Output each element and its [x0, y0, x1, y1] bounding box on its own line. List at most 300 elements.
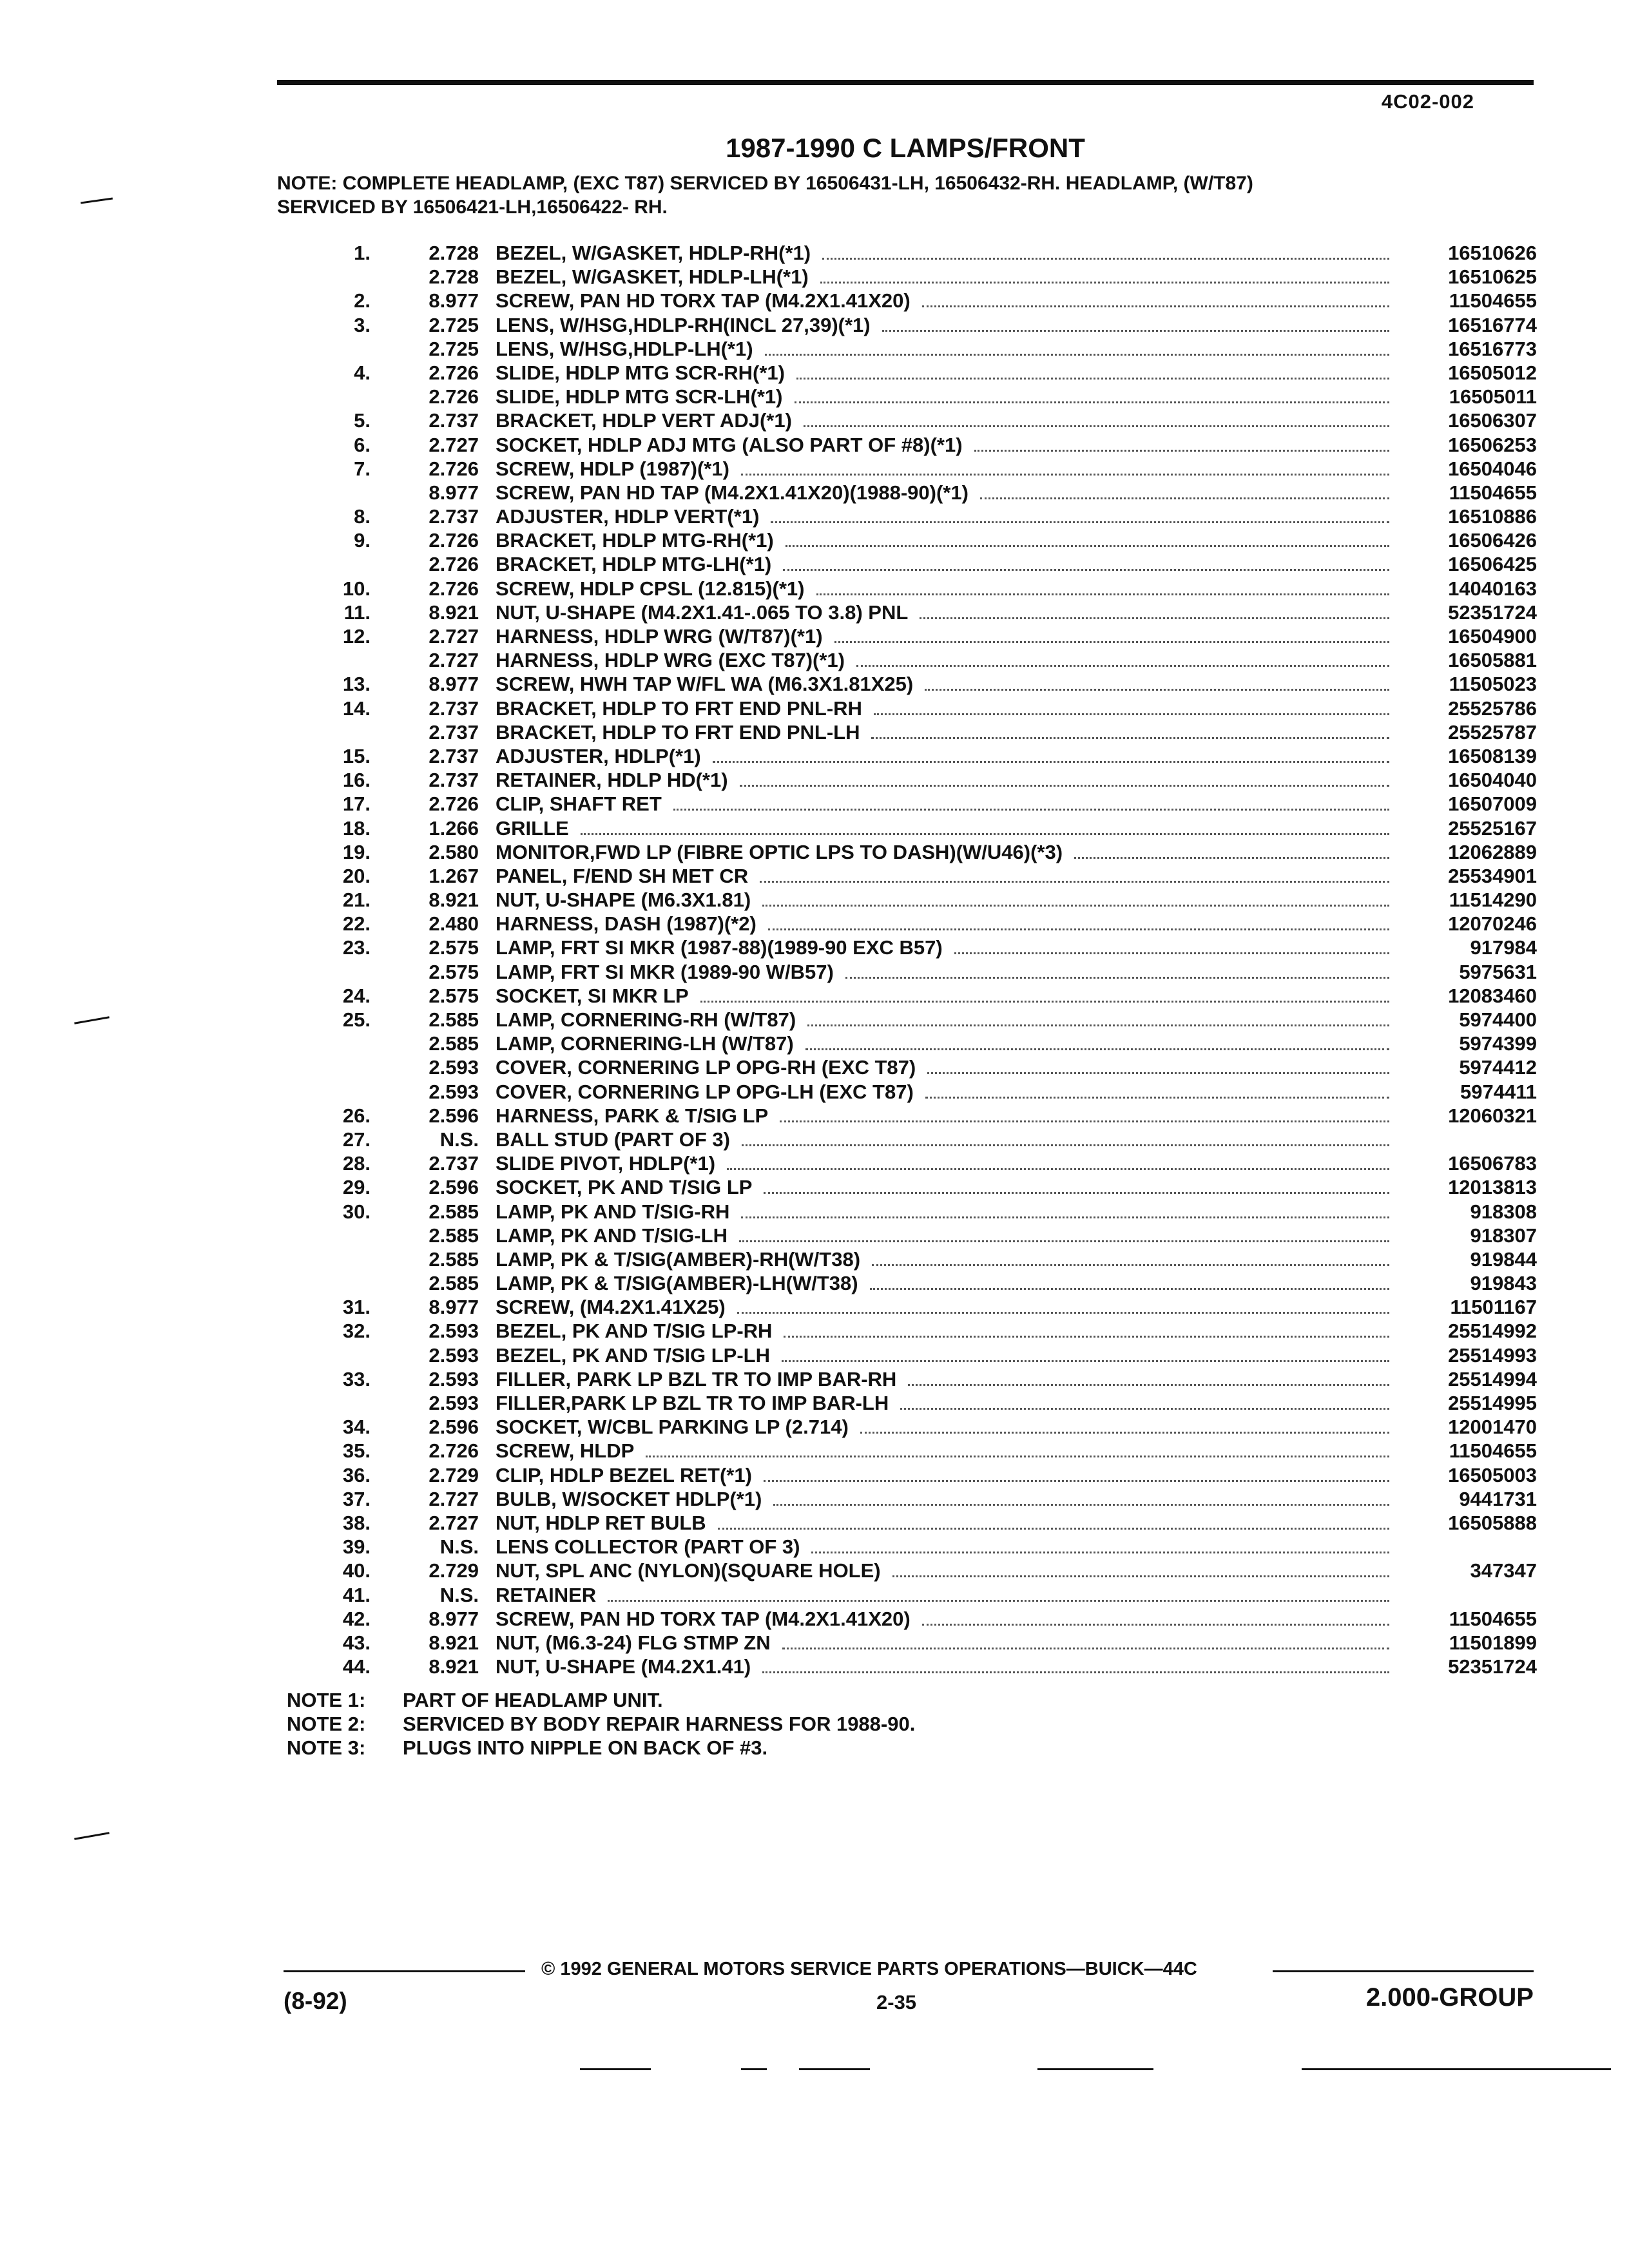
part-number: 25514994	[1448, 1367, 1537, 1390]
dot-leader	[742, 1144, 1389, 1146]
part-description	[496, 841, 1063, 864]
part-name: BULB	[496, 1487, 552, 1510]
part-detail: , W/SOCKET HDLP(*1)	[551, 1487, 762, 1510]
part-description	[496, 721, 860, 744]
part-detail: , U-SHAPE (M4.2X1.41-.065 TO 3.8) PNL	[534, 601, 909, 624]
part-detail: , CORNERING LP OPG-RH (EXC T87)	[566, 1056, 916, 1079]
part-detail: , W/CBL PARKING LP (2.714)	[576, 1416, 849, 1439]
part-row	[277, 912, 1537, 936]
part-detail: , PK AND T/SIG LP-RH	[561, 1320, 773, 1343]
part-number: 16505888	[1448, 1511, 1537, 1534]
group-number: N.S.	[439, 1128, 479, 1151]
part-description	[496, 1464, 752, 1487]
part-number: 16504040	[1448, 769, 1537, 792]
group-number: 2.596	[429, 1104, 479, 1127]
part-detail: , HDLP(*1)	[603, 744, 701, 767]
dot-leader	[771, 521, 1389, 523]
dot-leader	[608, 1599, 1389, 1602]
part-detail: , PK AND T/SIG LP-LH	[561, 1343, 770, 1367]
part-name: SOCKET	[496, 1176, 577, 1199]
scan-mark	[1302, 2068, 1611, 2070]
part-number: 16516774	[1448, 313, 1537, 336]
dot-leader	[980, 497, 1389, 499]
part-detail: , SPL ANC (NYLON)(SQUARE HOLE)	[534, 1559, 881, 1582]
part-number: 25534901	[1448, 864, 1537, 887]
part-description	[496, 385, 783, 408]
part-detail: , W/HSG,HDLP-RH(INCL 27,39)(*1)	[548, 313, 871, 336]
dot-leader	[922, 1623, 1389, 1626]
group-number: 2.575	[429, 936, 479, 959]
dot-leader	[927, 1072, 1389, 1074]
item-number: 13.	[342, 673, 371, 696]
part-detail: , PAN HD TORX TAP (M4.2X1.41X20)	[568, 1607, 911, 1630]
group-number: 8.977	[429, 481, 479, 504]
part-detail: , HLDP	[568, 1439, 635, 1463]
item-number: 30.	[342, 1200, 371, 1223]
group-number: 2.593	[429, 1392, 479, 1414]
part-row	[277, 889, 1537, 912]
part-row	[277, 673, 1537, 697]
revision-date: (8-92)	[284, 1988, 347, 2014]
item-number: 28.	[342, 1152, 371, 1175]
group-number: 8.977	[429, 1607, 479, 1630]
part-row	[277, 1104, 1537, 1128]
part-row	[277, 1272, 1537, 1296]
part-name: LAMP	[496, 1008, 550, 1031]
part-description	[496, 1439, 634, 1463]
footnote	[287, 1736, 915, 1760]
part-description	[496, 1296, 726, 1319]
part-name: NUT	[496, 1655, 535, 1678]
part-description	[496, 1032, 794, 1055]
item-number: 33.	[342, 1367, 371, 1390]
part-number: 25525787	[1448, 720, 1537, 744]
part-name: NUT	[496, 1511, 535, 1534]
item-number: 21.	[342, 889, 371, 912]
part-name: BRACKET	[496, 553, 592, 576]
part-name: SOCKET	[496, 984, 577, 1007]
item-number: 32.	[342, 1320, 371, 1343]
header-note-line: SERVICED BY 16506421-LH,16506422- RH.	[277, 197, 668, 218]
footer-rule	[284, 1970, 525, 1972]
part-description	[496, 409, 792, 432]
item-number: 7.	[354, 457, 371, 480]
part-description	[496, 601, 908, 624]
item-number: 19.	[342, 840, 371, 863]
part-number: 16507009	[1448, 793, 1537, 816]
part-number: 12083460	[1448, 984, 1537, 1007]
part-number: 16505011	[1449, 385, 1537, 408]
part-detail: , HDLP CPSL (12.815)(*1)	[568, 577, 805, 600]
part-detail: , HDLP TO FRT END PNL-LH	[591, 720, 860, 744]
item-number: 37.	[342, 1487, 371, 1510]
part-number: 14040163	[1448, 577, 1537, 600]
part-number: 12001470	[1448, 1416, 1537, 1439]
group-number: 2.593	[429, 1367, 479, 1390]
item-number: 6.	[354, 433, 371, 456]
item-number: 3.	[354, 313, 371, 336]
part-row	[277, 1344, 1537, 1368]
part-number: 5974412	[1459, 1056, 1537, 1079]
part-name: SCREW	[496, 457, 569, 480]
part-detail: , PARK & T/SIG LP	[593, 1104, 769, 1127]
part-row	[277, 769, 1537, 793]
group-number: 2.593	[429, 1080, 479, 1103]
part-description	[496, 1152, 715, 1175]
group-number: 2.729	[429, 1559, 479, 1582]
part-description	[496, 481, 969, 505]
part-number: 11504655	[1449, 1439, 1537, 1463]
dot-leader	[780, 1120, 1389, 1122]
dot-leader	[713, 760, 1389, 763]
part-name: BRACKET	[496, 529, 592, 552]
footnote-label: NOTE 3:	[287, 1736, 366, 1759]
dot-leader	[673, 808, 1389, 811]
item-number: 18.	[342, 816, 371, 840]
part-row	[277, 745, 1537, 769]
part-row	[277, 817, 1537, 841]
header-note	[277, 171, 1501, 219]
group-number: 2.585	[429, 1247, 479, 1271]
item-number: 31.	[342, 1296, 371, 1319]
part-row	[277, 793, 1537, 816]
footnote-text: PART OF HEADLAMP UNIT.	[403, 1689, 663, 1711]
group-number: 2.727	[429, 1511, 479, 1534]
group-number: 2.726	[429, 529, 479, 552]
item-number: 14.	[342, 697, 371, 720]
part-number: 917984	[1470, 936, 1537, 959]
part-detail: , PAN HD TORX TAP (M4.2X1.41X20)	[568, 289, 911, 312]
page-number: 2-35	[876, 1991, 917, 2013]
dot-leader	[845, 976, 1389, 979]
part-detail: , PK AND T/SIG-RH	[549, 1200, 730, 1223]
part-row	[277, 553, 1537, 577]
dot-leader	[870, 1287, 1389, 1290]
part-detail: , U-SHAPE (M6.3X1.81)	[534, 889, 751, 912]
part-number: 12062889	[1448, 840, 1537, 863]
group-number: 2.726	[429, 361, 479, 384]
part-row	[277, 1200, 1537, 1224]
item-number: 11.	[343, 601, 371, 624]
part-number: 25525167	[1448, 816, 1537, 840]
part-name: LAMP	[496, 960, 550, 983]
dot-leader	[874, 713, 1389, 715]
part-name: BEZEL	[496, 1320, 561, 1343]
scan-mark	[81, 198, 113, 204]
part-name: NUT	[496, 889, 535, 912]
part-name: SOCKET	[496, 433, 577, 456]
scan-mark	[74, 1832, 110, 1840]
part-detail: ,PARK LP BZL TR TO IMP BAR-LH	[565, 1392, 889, 1414]
part-row	[277, 481, 1537, 505]
dot-leader	[1074, 856, 1389, 859]
item-number: 43.	[342, 1631, 371, 1654]
part-number: 16506253	[1448, 433, 1537, 456]
group-number: 2.726	[429, 457, 479, 480]
item-number: 35.	[342, 1439, 371, 1463]
footnotes	[287, 1688, 915, 1760]
group-label: 2.000-GROUP	[1365, 1983, 1534, 2012]
group-number: 2.727	[429, 649, 479, 672]
dot-leader	[760, 880, 1389, 883]
item-number: 23.	[342, 936, 371, 959]
dot-leader	[762, 1671, 1389, 1673]
group-number: 2.726	[429, 385, 479, 408]
part-name: RETAINER	[496, 769, 597, 792]
part-description	[496, 1392, 889, 1415]
part-name: LENS COLLECTOR	[496, 1535, 679, 1559]
part-row	[277, 1032, 1537, 1056]
part-row	[277, 1559, 1537, 1583]
part-detail: , (M6.3-24) FLG STMP ZN	[534, 1631, 771, 1654]
dot-leader	[796, 377, 1389, 380]
part-row	[277, 505, 1537, 529]
item-number: 27.	[342, 1128, 371, 1151]
item-number: 5.	[354, 409, 371, 432]
part-number: 918307	[1470, 1224, 1537, 1247]
group-number: 2.727	[429, 1487, 479, 1510]
part-name: BEZEL	[496, 242, 561, 264]
part-description	[496, 338, 753, 361]
part-name: HARNESS	[496, 625, 593, 648]
part-number: 16504900	[1448, 625, 1537, 648]
part-row	[277, 361, 1537, 385]
dot-leader	[871, 736, 1389, 739]
group-number: 8.921	[429, 889, 479, 912]
part-row	[277, 721, 1537, 745]
part-detail: , PK AND T/SIG-LH	[549, 1224, 728, 1247]
item-number: 12.	[342, 625, 371, 648]
dot-leader	[920, 617, 1389, 619]
dot-leader	[727, 1168, 1389, 1170]
part-name: BRACKET	[496, 409, 592, 432]
part-description	[496, 1104, 768, 1128]
part-row	[277, 961, 1537, 985]
item-number: 25.	[342, 1008, 371, 1031]
group-number: 2.480	[429, 912, 479, 936]
item-number: 24.	[342, 984, 371, 1007]
part-number: 11501899	[1449, 1631, 1537, 1654]
part-number: 12070246	[1448, 912, 1537, 936]
part-description	[496, 1535, 800, 1559]
part-row	[277, 841, 1537, 865]
dot-leader	[856, 664, 1389, 667]
dot-leader	[646, 1455, 1389, 1457]
group-number: 2.580	[429, 840, 479, 863]
part-number: 5975631	[1459, 960, 1537, 983]
part-row	[277, 1439, 1537, 1463]
part-description	[496, 1584, 596, 1607]
part-name: HARNESS	[496, 649, 593, 672]
part-row	[277, 936, 1537, 960]
part-detail: , W/GASKET, HDLP-LH(*1)	[561, 265, 809, 289]
group-number: 1.267	[429, 864, 479, 887]
group-number: 1.266	[429, 816, 479, 840]
part-description	[496, 793, 662, 816]
part-description	[496, 745, 701, 768]
part-detail: , CORNERING LP OPG-LH (EXC T87)	[566, 1080, 914, 1103]
part-row	[277, 1488, 1537, 1512]
item-number: 10.	[342, 577, 371, 600]
dot-leader	[581, 832, 1389, 835]
group-number: 2.737	[429, 1152, 479, 1175]
dot-leader	[974, 449, 1389, 452]
part-number: 11504655	[1449, 481, 1537, 504]
part-detail: , U-SHAPE (M4.2X1.41)	[534, 1655, 751, 1678]
part-detail: , DASH (1987)(*2)	[593, 912, 757, 936]
part-detail: , SHAFT RET	[538, 793, 662, 816]
dot-leader	[700, 1000, 1389, 1003]
footnote-text: SERVICED BY BODY REPAIR HARNESS FOR 1988-90.	[403, 1713, 916, 1735]
copyright-notice: © 1992 GENERAL MOTORS SERVICE PARTS OPERATIONS—BUICK—44C	[541, 1959, 1197, 1979]
part-detail: , HDLP MTG-LH(*1)	[591, 553, 772, 576]
part-name: HARNESS	[496, 912, 593, 936]
group-number: 2.728	[429, 265, 479, 289]
part-name: COVER	[496, 1080, 567, 1103]
part-row	[277, 289, 1537, 313]
part-detail: , HDLP MTG SCR-LH(*1)	[554, 385, 783, 408]
part-number: 52351724	[1448, 1655, 1537, 1678]
part-description	[496, 1512, 706, 1535]
item-number: 38.	[342, 1511, 371, 1534]
part-row	[277, 1535, 1537, 1559]
part-name: HARNESS	[496, 1104, 593, 1127]
part-name: LAMP	[496, 1272, 550, 1295]
part-description	[496, 1320, 772, 1343]
part-description	[496, 1056, 916, 1079]
part-name: RETAINER	[496, 1583, 597, 1606]
part-description	[496, 1008, 796, 1032]
part-detail: (PART OF 3)	[678, 1535, 800, 1559]
part-row	[277, 1152, 1537, 1176]
item-number: 44.	[342, 1655, 371, 1678]
part-number: 16504046	[1448, 457, 1537, 480]
part-name: SLIDE	[496, 361, 555, 384]
part-row	[277, 649, 1537, 673]
part-name: SCREW	[496, 481, 569, 504]
part-name: SCREW	[496, 673, 569, 696]
part-detail: , W/HSG,HDLP-LH(*1)	[548, 337, 753, 360]
dot-leader	[882, 329, 1389, 332]
dot-leader	[741, 1216, 1389, 1218]
part-row	[277, 1368, 1537, 1392]
part-number: 5974399	[1459, 1032, 1537, 1055]
part-number: 11505023	[1449, 673, 1537, 696]
part-description	[496, 1559, 881, 1582]
item-number: 22.	[342, 912, 371, 936]
part-number: 11501167	[1450, 1296, 1537, 1319]
part-detail: , F/END SH MET CR	[561, 864, 749, 887]
dot-leader	[811, 1551, 1389, 1553]
top-rule	[277, 80, 1534, 85]
group-number: 2.737	[429, 409, 479, 432]
part-number: 16510626	[1448, 242, 1537, 264]
group-number: 2.575	[429, 960, 479, 983]
dot-leader	[782, 1360, 1389, 1362]
group-number: 2.726	[429, 577, 479, 600]
part-name: LAMP	[496, 1224, 550, 1247]
part-detail: , HDLP (1987)(*1)	[568, 457, 729, 480]
part-name: LENS	[496, 313, 549, 336]
item-number: 42.	[342, 1607, 371, 1630]
part-name: SCREW	[496, 1439, 569, 1463]
group-number: 2.593	[429, 1343, 479, 1367]
part-number: 16505012	[1448, 361, 1537, 384]
part-number: 12013813	[1448, 1176, 1537, 1199]
part-row	[277, 1176, 1537, 1200]
group-number: 8.977	[429, 289, 479, 312]
part-number: 347347	[1470, 1559, 1537, 1582]
part-detail: , HDLP TO FRT END PNL-RH	[591, 697, 862, 720]
part-description	[496, 505, 759, 528]
dot-leader	[820, 281, 1389, 284]
dot-leader	[795, 401, 1390, 403]
part-row	[277, 529, 1537, 553]
dot-leader	[925, 688, 1389, 691]
group-number: 2.585	[429, 1272, 479, 1295]
group-number: 2.726	[429, 1439, 479, 1463]
part-detail: , HDLP HD(*1)	[596, 769, 728, 792]
part-row	[277, 601, 1537, 625]
group-number: N.S.	[439, 1535, 479, 1559]
part-description	[496, 1200, 729, 1224]
part-description	[496, 697, 862, 720]
part-name: LAMP	[496, 936, 550, 959]
part-description	[496, 1081, 914, 1104]
part-row	[277, 577, 1537, 601]
item-number: 39.	[342, 1535, 371, 1559]
part-number: 919843	[1470, 1272, 1537, 1295]
part-number: 16505003	[1448, 1463, 1537, 1486]
part-description	[496, 936, 943, 959]
dot-leader	[737, 1311, 1389, 1314]
part-name: NUT	[496, 601, 535, 624]
part-row	[277, 1608, 1537, 1631]
part-number: 16505881	[1448, 649, 1537, 672]
part-number: 52351724	[1448, 601, 1537, 624]
scan-mark	[580, 2068, 651, 2070]
part-number: 16508139	[1448, 744, 1537, 767]
footnote-label: NOTE 2:	[287, 1713, 366, 1735]
part-name: FILLER	[496, 1392, 566, 1414]
part-name: ADJUSTER	[496, 744, 604, 767]
group-number: 2.593	[429, 1056, 479, 1079]
part-detail: , CORNERING-RH (W/T87)	[549, 1008, 796, 1031]
part-number: 5974400	[1459, 1008, 1537, 1031]
part-number: 918308	[1470, 1200, 1537, 1223]
part-row	[277, 697, 1537, 721]
part-description	[496, 1368, 896, 1391]
part-name: SLIDE	[496, 385, 555, 408]
part-row	[277, 409, 1537, 433]
group-number: 2.725	[429, 313, 479, 336]
part-description	[496, 1488, 762, 1511]
part-number: 9441731	[1459, 1487, 1537, 1510]
group-number: 8.921	[429, 1655, 479, 1678]
dot-leader	[804, 425, 1389, 427]
part-row	[277, 385, 1537, 409]
part-name: BEZEL	[496, 265, 561, 289]
part-number: 16506783	[1448, 1152, 1537, 1175]
part-name: ADJUSTER	[496, 505, 604, 528]
dot-leader	[741, 473, 1389, 476]
part-number: 11504655	[1449, 289, 1537, 312]
group-number: 2.737	[429, 505, 479, 528]
parts-list	[277, 242, 1537, 1679]
part-detail: , HDLP(*1)	[617, 1152, 716, 1175]
dot-leader	[908, 1383, 1389, 1386]
group-number: 2.729	[429, 1463, 479, 1486]
